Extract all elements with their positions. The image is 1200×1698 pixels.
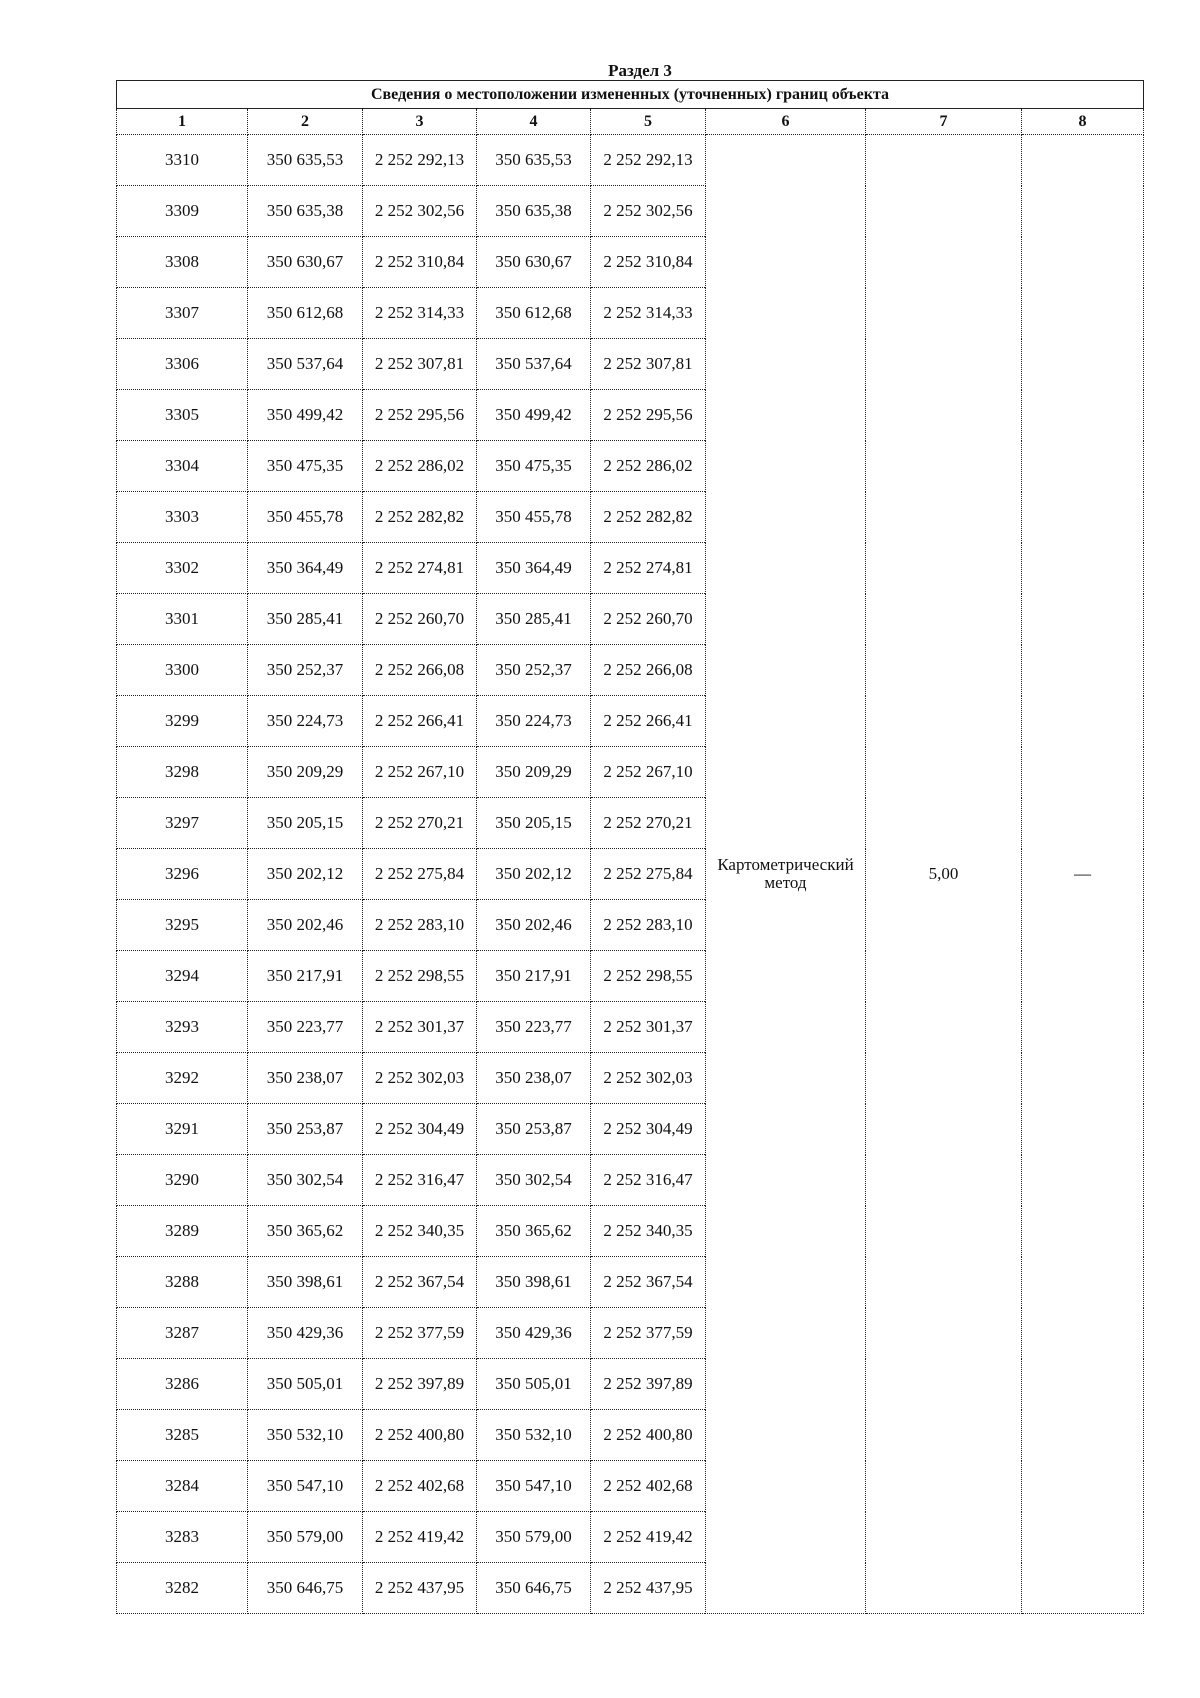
coordinate-cell: 2 252 314,33 — [363, 288, 477, 339]
point-number-cell: 3307 — [117, 288, 248, 339]
coordinate-cell: 2 252 316,47 — [591, 1155, 706, 1206]
coordinate-cell: 2 252 260,70 — [591, 594, 706, 645]
coordinate-cell: 350 475,35 — [477, 441, 591, 492]
coordinate-cell: 2 252 286,02 — [591, 441, 706, 492]
coordinate-cell: 2 252 340,35 — [363, 1206, 477, 1257]
coordinate-cell: 2 252 283,10 — [591, 900, 706, 951]
coordinate-cell: 2 252 302,03 — [363, 1053, 477, 1104]
coordinate-cell: 2 252 298,55 — [591, 951, 706, 1002]
coordinate-cell: 350 646,75 — [477, 1563, 591, 1614]
coordinate-cell: 350 364,49 — [477, 543, 591, 594]
coordinate-cell: 350 217,91 — [248, 951, 363, 1002]
coordinate-cell: 2 252 310,84 — [591, 237, 706, 288]
coordinate-cell: 2 252 419,42 — [363, 1512, 477, 1563]
coordinate-cell: 350 202,12 — [477, 849, 591, 900]
column-header: 4 — [477, 109, 591, 135]
coordinate-cell: 350 547,10 — [477, 1461, 591, 1512]
coordinate-cell: 2 252 270,21 — [591, 798, 706, 849]
coordinate-cell: 350 579,00 — [248, 1512, 363, 1563]
coordinate-cell: 2 252 282,82 — [591, 492, 706, 543]
point-number-cell: 3300 — [117, 645, 248, 696]
coordinate-cell: 2 252 377,59 — [591, 1308, 706, 1359]
coordinate-cell: 2 252 302,56 — [591, 186, 706, 237]
point-number-cell: 3306 — [117, 339, 248, 390]
coordinate-cell: 350 253,87 — [477, 1104, 591, 1155]
point-number-cell: 3299 — [117, 696, 248, 747]
boundary-coordinates-table — [116, 80, 1144, 1614]
column-header: 8 — [1022, 109, 1144, 135]
coordinate-cell: 2 252 402,68 — [363, 1461, 477, 1512]
coordinate-cell: 350 365,62 — [248, 1206, 363, 1257]
coordinate-cell: 2 252 275,84 — [363, 849, 477, 900]
point-number-cell: 3301 — [117, 594, 248, 645]
point-number-cell: 3302 — [117, 543, 248, 594]
coordinate-cell: 350 224,73 — [248, 696, 363, 747]
column-header: 7 — [866, 109, 1022, 135]
coordinate-cell: 2 252 301,37 — [363, 1002, 477, 1053]
column-header: 3 — [363, 109, 477, 135]
point-number-cell: 3308 — [117, 237, 248, 288]
coordinate-cell: 2 252 270,21 — [363, 798, 477, 849]
coordinate-cell: 2 252 302,03 — [591, 1053, 706, 1104]
coordinate-cell: 2 252 266,08 — [363, 645, 477, 696]
coordinate-cell: 350 224,73 — [477, 696, 591, 747]
point-number-cell: 3295 — [117, 900, 248, 951]
coordinate-cell: 2 252 400,80 — [591, 1410, 706, 1461]
point-number-cell: 3289 — [117, 1206, 248, 1257]
table-row — [117, 135, 1144, 186]
point-number-cell: 3304 — [117, 441, 248, 492]
coordinate-cell: 350 537,64 — [248, 339, 363, 390]
coordinate-cell: 350 532,10 — [248, 1410, 363, 1461]
coordinate-cell: 350 455,78 — [248, 492, 363, 543]
coordinate-cell: 350 499,42 — [248, 390, 363, 441]
column-header: 1 — [117, 109, 248, 135]
coordinate-cell: 2 252 307,81 — [591, 339, 706, 390]
coordinate-cell: 2 252 282,82 — [363, 492, 477, 543]
point-number-cell: 3285 — [117, 1410, 248, 1461]
coordinate-cell: 2 252 275,84 — [591, 849, 706, 900]
coordinate-cell: 2 252 274,81 — [591, 543, 706, 594]
coordinate-cell: 2 252 267,10 — [591, 747, 706, 798]
coordinate-cell: 350 475,35 — [248, 441, 363, 492]
coordinate-cell: 350 209,29 — [477, 747, 591, 798]
coordinate-cell: 350 429,36 — [248, 1308, 363, 1359]
coordinate-cell: 350 630,67 — [477, 237, 591, 288]
point-number-cell: 3286 — [117, 1359, 248, 1410]
method-cell — [706, 135, 866, 1614]
point-number-cell: 3288 — [117, 1257, 248, 1308]
coordinate-cell: 350 499,42 — [477, 390, 591, 441]
coordinate-cell: 350 202,46 — [477, 900, 591, 951]
coordinate-cell: 350 253,87 — [248, 1104, 363, 1155]
precision-cell: 5,00 — [866, 135, 1022, 1614]
coordinate-cell: 350 238,07 — [248, 1053, 363, 1104]
point-number-cell: 3287 — [117, 1308, 248, 1359]
coordinate-cell: 350 612,68 — [477, 288, 591, 339]
coordinate-cell: 350 398,61 — [248, 1257, 363, 1308]
point-number-cell: 3290 — [117, 1155, 248, 1206]
coordinate-cell: 2 252 304,49 — [363, 1104, 477, 1155]
coordinate-cell: 350 209,29 — [248, 747, 363, 798]
coordinate-cell: 350 365,62 — [477, 1206, 591, 1257]
coordinate-cell: 350 202,46 — [248, 900, 363, 951]
coordinate-cell: 2 252 419,42 — [591, 1512, 706, 1563]
coordinate-cell: 350 612,68 — [248, 288, 363, 339]
coordinate-cell: 2 252 292,13 — [591, 135, 706, 186]
point-number-cell: 3310 — [117, 135, 248, 186]
coordinate-cell: 2 252 266,41 — [591, 696, 706, 747]
coordinate-cell: 350 547,10 — [248, 1461, 363, 1512]
coordinate-cell: 2 252 307,81 — [363, 339, 477, 390]
point-number-cell: 3297 — [117, 798, 248, 849]
coordinate-cell: 2 252 397,89 — [591, 1359, 706, 1410]
coordinate-cell: 350 630,67 — [248, 237, 363, 288]
coordinate-cell: 350 537,64 — [477, 339, 591, 390]
coordinate-cell: 350 505,01 — [248, 1359, 363, 1410]
coordinate-cell: 2 252 274,81 — [363, 543, 477, 594]
point-number-cell: 3298 — [117, 747, 248, 798]
coordinate-cell: 2 252 316,47 — [363, 1155, 477, 1206]
column-header: 6 — [706, 109, 866, 135]
coordinate-cell: 2 252 298,55 — [363, 951, 477, 1002]
coordinate-cell: 2 252 314,33 — [591, 288, 706, 339]
coordinate-cell: 350 302,54 — [248, 1155, 363, 1206]
coordinate-cell: 350 455,78 — [477, 492, 591, 543]
point-number-cell: 3283 — [117, 1512, 248, 1563]
coordinate-cell: 350 217,91 — [477, 951, 591, 1002]
coordinate-cell: 350 252,37 — [248, 645, 363, 696]
coordinate-cell: 350 223,77 — [477, 1002, 591, 1053]
coordinate-cell: 350 532,10 — [477, 1410, 591, 1461]
coordinate-cell: 2 252 302,56 — [363, 186, 477, 237]
coordinate-cell: 2 252 266,41 — [363, 696, 477, 747]
point-number-cell: 3303 — [117, 492, 248, 543]
coordinate-cell: 2 252 310,84 — [363, 237, 477, 288]
coordinate-cell: 2 252 295,56 — [591, 390, 706, 441]
coordinate-cell: 350 635,38 — [477, 186, 591, 237]
coordinate-cell: 2 252 292,13 — [363, 135, 477, 186]
column-header-row — [117, 109, 1144, 135]
extra-cell: — — [1022, 135, 1144, 1614]
coordinate-cell: 350 252,37 — [477, 645, 591, 696]
coordinate-cell: 2 252 340,35 — [591, 1206, 706, 1257]
method-line: метод — [764, 873, 807, 892]
coordinate-cell: 350 505,01 — [477, 1359, 591, 1410]
point-number-cell: 3292 — [117, 1053, 248, 1104]
coordinate-cell: 350 205,15 — [477, 798, 591, 849]
coordinate-cell: 2 252 402,68 — [591, 1461, 706, 1512]
point-number-cell: 3296 — [117, 849, 248, 900]
coordinate-cell: 2 252 437,95 — [363, 1563, 477, 1614]
coordinate-cell: 2 252 260,70 — [363, 594, 477, 645]
column-header: 2 — [248, 109, 363, 135]
coordinate-cell: 350 223,77 — [248, 1002, 363, 1053]
coordinate-cell: 2 252 304,49 — [591, 1104, 706, 1155]
coordinate-cell: 350 635,53 — [477, 135, 591, 186]
table-caption: Сведения о местоположении измененных (уточненных) границ объекта — [117, 81, 1144, 109]
point-number-cell: 3293 — [117, 1002, 248, 1053]
coordinate-cell: 2 252 267,10 — [363, 747, 477, 798]
coordinate-cell: 350 364,49 — [248, 543, 363, 594]
coordinate-cell: 2 252 437,95 — [591, 1563, 706, 1614]
coordinate-cell: 350 429,36 — [477, 1308, 591, 1359]
column-header: 5 — [591, 109, 706, 135]
coordinate-cell: 350 202,12 — [248, 849, 363, 900]
coordinate-cell: 350 238,07 — [477, 1053, 591, 1104]
coordinate-cell: 350 285,41 — [477, 594, 591, 645]
section-title: Раздел 3 — [608, 61, 672, 80]
coordinate-cell: 350 635,38 — [248, 186, 363, 237]
coordinate-cell: 350 646,75 — [248, 1563, 363, 1614]
coordinate-cell: 2 252 283,10 — [363, 900, 477, 951]
method-line: Картометрический — [717, 855, 854, 874]
coordinate-cell: 350 579,00 — [477, 1512, 591, 1563]
point-number-cell: 3309 — [117, 186, 248, 237]
coordinate-cell: 2 252 367,54 — [591, 1257, 706, 1308]
point-number-cell: 3291 — [117, 1104, 248, 1155]
point-number-cell: 3305 — [117, 390, 248, 441]
coordinate-cell: 350 635,53 — [248, 135, 363, 186]
coordinate-cell: 2 252 286,02 — [363, 441, 477, 492]
point-number-cell: 3294 — [117, 951, 248, 1002]
point-number-cell: 3284 — [117, 1461, 248, 1512]
coordinate-cell: 2 252 397,89 — [363, 1359, 477, 1410]
coordinate-cell: 2 252 295,56 — [363, 390, 477, 441]
coordinate-cell: 350 398,61 — [477, 1257, 591, 1308]
coordinate-cell: 2 252 400,80 — [363, 1410, 477, 1461]
coordinate-cell: 350 285,41 — [248, 594, 363, 645]
point-number-cell: 3282 — [117, 1563, 248, 1614]
coordinate-cell: 2 252 367,54 — [363, 1257, 477, 1308]
coordinate-cell: 2 252 301,37 — [591, 1002, 706, 1053]
coordinate-cell: 350 302,54 — [477, 1155, 591, 1206]
coordinate-cell: 350 205,15 — [248, 798, 363, 849]
coordinate-cell: 2 252 266,08 — [591, 645, 706, 696]
coordinate-cell: 2 252 377,59 — [363, 1308, 477, 1359]
